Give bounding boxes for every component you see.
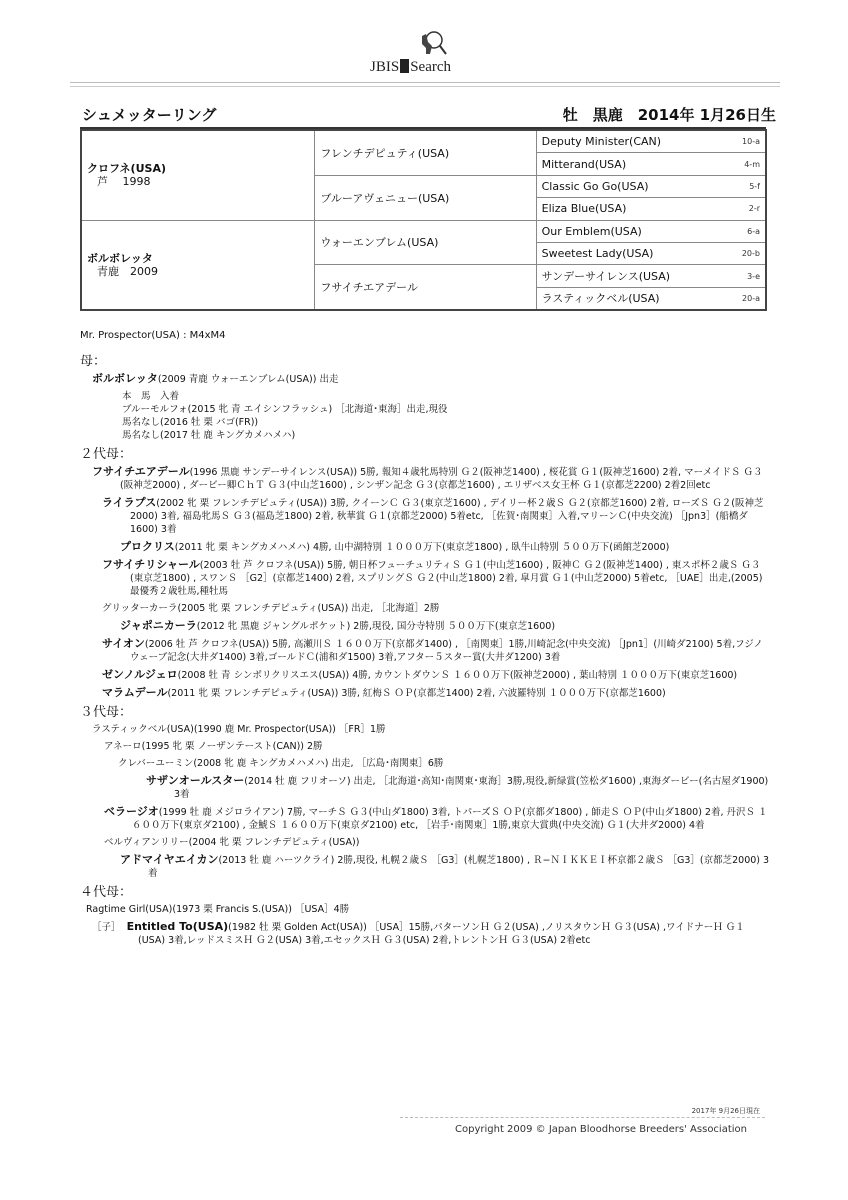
child-tag: ［子］	[92, 922, 121, 933]
entry-detail: (2002 牝 栗 フレンチデピュティ(USA)) 3勝, クイーンＣ Ｇ３(東京芝1600) , デイリー杯２歳Ｓ Ｇ２(京都芝1600) 2着, ローズＳ Ｇ２(阪神芝2000) 3着, 福島牝馬Ｓ Ｇ３(福島芝1800) 2着, 秋華賞 Ｇ１(京都芝2000) 5着etc, ［佐賀･南関東］入着,マリーンＣ(中央交流) ［Jpn3］(船橋ダ1600) 3着	[130, 498, 764, 535]
entry-name: ゼンノルジェロ	[102, 668, 178, 681]
entry-name: Ragtime Girl(USA)	[86, 904, 173, 915]
pedigree-g2: フサイチエアデール	[315, 265, 536, 310]
g2-child-entry	[80, 496, 770, 536]
entry-name: アドマイヤエイカン	[120, 853, 219, 866]
entry-detail: (2005 牝 栗 フレンチデピュティ(USA)) 出走, ［北海道］2勝	[177, 603, 440, 614]
entry-name: ライラプス	[102, 496, 157, 509]
section-g4-title: ４代母：	[80, 885, 133, 900]
g3-child-entry	[80, 740, 770, 753]
family-code: 10-a	[727, 130, 766, 153]
g3-grandchild-entry	[80, 853, 770, 880]
entry-name: グリッターカーラ	[102, 603, 178, 614]
entry-name: マラムデール	[102, 686, 168, 699]
entry-detail: (1973 栗 Francis S.(USA)) ［USA］4勝	[172, 904, 350, 915]
entry-detail: (2011 牝 栗 キングカメハメハ) 4勝, 山中湖特別 １０００万下(東京芝1800) , 臥牛山特別 ５００万下(函館芝2000)	[174, 542, 670, 553]
g3-child-entry	[80, 540, 770, 554]
entry-detail: (2008 牝 鹿 キングカメハメハ) 出走, ［広島･南関東］6勝	[193, 758, 444, 769]
pedigree-g3: Sweetest Lady(USA)	[536, 242, 726, 264]
entry-detail: (2013 牡 鹿 ハーツクライ) 2勝,現役, 札幌２歳Ｓ ［G3］(札幌芝1800) , Ｒ−ＮＩＫＫＥＩ杯京都２歳Ｓ ［G3］(京都芝2000) 3着	[148, 855, 770, 879]
dam-child: 馬名なし(2017 牡 鹿 キングカメハメハ)	[122, 430, 296, 441]
g4-child-entry	[80, 920, 770, 947]
sire-name: クロフネ(USA)	[87, 162, 166, 176]
family-code: 6-a	[727, 220, 766, 242]
g2-child-entry	[80, 637, 770, 664]
entry-detail: (1982 牡 栗 Golden Act(USA)) ［USA］15勝,パターソンＨ Ｇ２(USA) ,ノリスタウンＨ Ｇ３(USA) ,ワイドナーＨ Ｇ１(USA) 3着,レッドスミスＨ Ｇ２(USA) 3着,エセックスＨ Ｇ３(USA) 2着,トレントンＨ Ｇ３(USA) 2着etc	[138, 922, 745, 946]
entry-detail: (1995 牝 栗 ノーザンテースト(CAN)) 2勝	[141, 741, 323, 752]
footer-divider	[400, 1117, 765, 1119]
entry-detail: (2012 牝 黒鹿 ジャングルポケット) 2勝,現役, 国分寺特別 ５００万下(東京芝1600)	[196, 621, 556, 632]
pedigree-g2: ブルーアヴェニュー(USA)	[315, 175, 536, 220]
entry-detail: (2011 牝 栗 フレンチデピュティ(USA)) 3勝, 紅梅Ｓ ＯＰ(京都芝1400) 2着, 六波羅特別 １０００万下(京都芝1600)	[167, 688, 666, 699]
g3-greatgrandchild-entry	[80, 774, 770, 801]
section-g2-title: ２代母：	[80, 447, 133, 462]
pedigree-g2: フレンチデピュティ(USA)	[315, 130, 536, 175]
pedigree-g3: サンデーサイレンス(USA)	[536, 265, 726, 287]
section-dam-title: 母：	[80, 354, 107, 369]
family-code: 5-f	[727, 175, 766, 197]
dam-child: 馬名なし(2016 牡 栗 バゴ(FR))	[122, 417, 259, 428]
pedigree-g3: Eliza Blue(USA)	[536, 198, 726, 220]
magnifier-horse-icon	[402, 28, 452, 60]
pedigree-dam	[81, 220, 315, 310]
entry-name: アネーロ	[104, 741, 142, 752]
pedigree-g2: ウォーエンブレム(USA)	[315, 220, 536, 265]
entry-detail: (2009 青鹿 ウォーエンブレム(USA)) 出走	[157, 374, 339, 385]
entry-detail: (2014 牡 鹿 フリオーソ) 出走, ［北海道･高知･南関東･東海］3勝,現役,新緑賞(笠松ダ1600) ,東海ダービー(名古屋ダ1900) 3着	[174, 776, 769, 800]
entry-name: ベラージオ	[104, 805, 159, 818]
pedigree-g3: Classic Go Go(USA)	[536, 175, 726, 197]
g3-child-entry	[80, 805, 770, 832]
g2-child-entry	[80, 558, 770, 598]
sire-info: 芦 1998	[97, 175, 151, 189]
g3-grandchild-entry	[80, 757, 770, 770]
family-code: 20-a	[727, 287, 766, 310]
entry-name: ジャポニカーラ	[120, 619, 197, 632]
copyright: Copyright 2009 © Japan Bloodhorse Breeders' Association	[455, 1124, 747, 1135]
dam-child: 本 馬 入着	[122, 391, 180, 402]
logo-text: JBIS Search	[370, 59, 451, 75]
dam-name: ボルボレッタ	[87, 251, 153, 265]
entry-detail: (2004 牝 栗 フレンチデピュティ(USA))	[188, 837, 360, 848]
g3-child-entry	[80, 836, 770, 849]
section-g3-title: ３代母：	[80, 705, 133, 720]
entry-name: フサイチエアデール	[92, 465, 190, 478]
entry-detail: (2006 牡 芦 クロフネ(USA)) 5勝, 高瀬川Ｓ １６００万下(京都ダ1400) , ［南関東］1勝,川崎記念(中央交流) ［Jpn1］(川崎ダ2100) 5着,フジノウェーブ記念(大井ダ1400) 3着,ゴールドＣ(浦和ダ1500) 3着,アフター５スター賞(大井ダ1200) 3着	[130, 639, 763, 663]
g2dam-entry	[80, 465, 770, 492]
pedigree-g3: Deputy Minister(CAN)	[536, 130, 726, 153]
entry-name: Entitled To(USA)	[126, 920, 229, 933]
inbreeding-cross: Mr. Prospector(USA) : M4xM4	[80, 330, 226, 341]
entry-detail: (1990 鹿 Mr. Prospector(USA)) ［FR］1勝	[193, 724, 386, 735]
entry-detail: (1999 牡 鹿 メジロライアン) 7勝, マーチＳ Ｇ３(中山ダ1800) 3着, トパーズＳ ＯＰ(京都ダ1800) , 師走Ｓ ＯＰ(中山ダ1800) 2着, 丹沢Ｓ １６００万下(東京ダ2100) , 金鯱Ｓ １６００万下(東京ダ2100) etc, ［岩手･南関東］1勝,東京大賞典(中央交流) Ｇ１(大井ダ2000) 4着	[132, 807, 768, 831]
jbis-search-logo	[370, 28, 490, 78]
dam-info: 青鹿 2009	[97, 264, 158, 278]
entry-name: フサイチリシャール	[102, 558, 200, 571]
pedigree-g3: Mitterand(USA)	[536, 153, 726, 175]
entry-detail: (1996 黒鹿 サンデーサイレンス(USA)) 5勝, 報知４歳牝馬特別 Ｇ２(阪神芝1400) , 桜花賞 Ｇ１(阪神芝1600) 2着, マーメイドＳ Ｇ３(阪神芝2000) , ダービー卿ＣｈＴ Ｇ３(中山芝1600) , シンザン記念 Ｇ３(京都芝1600) , エリザベス女王杯 Ｇ１(京都芝2200) 2着2回etc	[120, 467, 763, 491]
g2-child-entry	[80, 668, 770, 682]
entry-detail: (2003 牡 芦 クロフネ(USA)) 5勝, 朝日杯フューチュリティＳ Ｇ１(中山芝1600) , 阪神Ｃ Ｇ２(阪神芝1400) , 東スポ杯２歳Ｓ Ｇ３(東京芝1800) , スワンＳ ［G2］(京都芝1400) 2着, スプリングＳ Ｇ２(中山芝1800) 2着, 皐月賞 Ｇ１(中山芝2000) 5着etc, ［UAE］出走,(2005) 最優秀２歳牡馬,種牡馬	[130, 560, 763, 597]
family-code: 20-b	[727, 242, 766, 264]
entry-name: ラスティックベル(USA)	[92, 724, 194, 735]
entry-name: ボルボレッタ	[92, 372, 158, 385]
entry-name: ベルヴィアンリリー	[104, 837, 189, 848]
g2-child-entry	[80, 686, 770, 700]
g4dam-entry	[80, 903, 770, 916]
family-code: 4-m	[727, 153, 766, 175]
family-code: 3-e	[727, 265, 766, 287]
horse-name: シュメッターリング	[82, 106, 217, 124]
entry-name: サザンオールスター	[146, 774, 245, 787]
g3-child-entry	[80, 619, 770, 633]
entry-detail: (2008 牡 青 シンボリクリスエス(USA)) 4勝, カウントダウンＳ １６００万下(阪神芝2000) , 葉山特別 １０００万下(東京芝1600)	[177, 670, 738, 681]
family-record	[80, 349, 770, 951]
dam-entry	[80, 372, 770, 386]
entry-name: プロクリス	[120, 540, 175, 553]
header-divider	[70, 82, 780, 87]
family-code: 2-r	[727, 198, 766, 220]
pedigree-g3: ラスティックベル(USA)	[536, 287, 726, 310]
entry-name: サイオン	[102, 637, 145, 650]
pedigree-g3: Our Emblem(USA)	[536, 220, 726, 242]
entry-name: クレバーユーミン	[118, 758, 194, 769]
pedigree-sire	[81, 130, 315, 220]
pedigree-table	[80, 129, 767, 311]
as-of-date: 2017年 9月26日現在	[691, 1107, 760, 1115]
dam-child: ブルーモルフォ(2015 牝 青 エイシンフラッシュ) ［北海道･東海］出走,現役	[122, 404, 448, 415]
g3dam-entry	[80, 723, 770, 736]
g2-child-entry	[80, 602, 770, 615]
horse-info: 牡 黒鹿 2014年 1月26日生	[562, 106, 776, 124]
